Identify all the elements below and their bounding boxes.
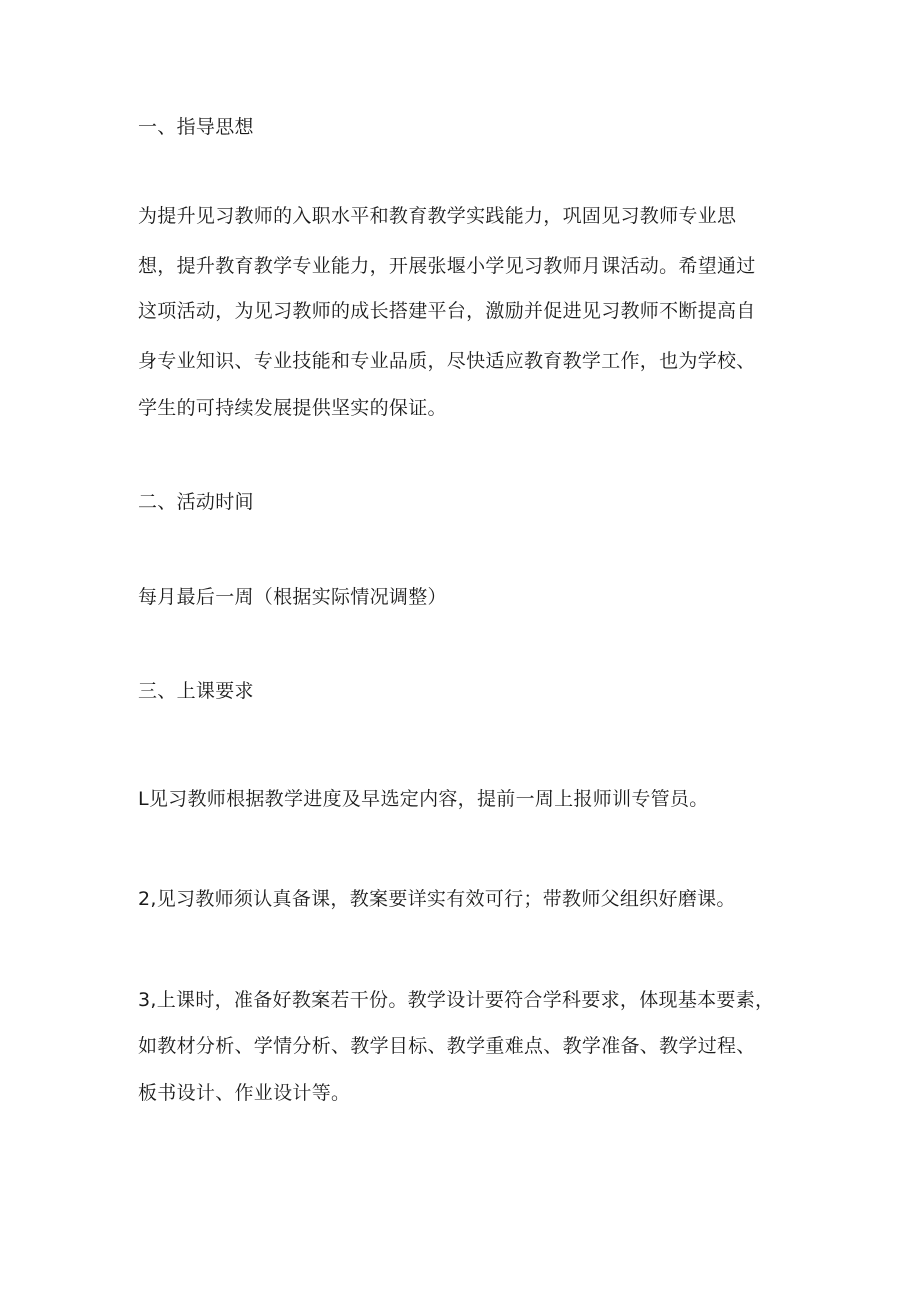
section-heading-class-requirements: 三、上课要求 [138, 680, 254, 702]
paragraph-line: 为提升见习教师的入职水平和教育教学实践能力，巩固见习教师专业思 [138, 205, 737, 227]
list-item-continuation: 如教材分析、学情分析、教学目标、教学重难点、教学准备、教学过程、 [138, 1035, 756, 1057]
paragraph-line: 身专业知识、专业技能和专业品质，尽快适应教育教学工作，也为学校、 [138, 350, 756, 372]
paragraph-line: 每月最后一周（根据实际情况调整） [138, 586, 447, 608]
list-item: 3,上课时，准备好教案若干份。教学设计要符合学科要求，体现基本要素， [138, 989, 775, 1011]
paragraph-line: 想，提升教育教学专业能力，开展张堰小学见习教师月课活动。希望通过 [138, 255, 756, 277]
paragraph-line: 学生的可持续发展提供坚实的保证。 [138, 397, 447, 419]
list-item: L见习教师根据教学进度及早选定内容，提前一周上报师训专管员。 [138, 788, 709, 810]
list-item-continuation: 板书设计、作业设计等。 [138, 1082, 351, 1104]
section-heading-guiding-thought: 一、指导思想 [138, 116, 254, 138]
list-item: 2,见习教师须认真备课，教案要详实有效可行；带教师父组织好磨课。 [138, 888, 736, 910]
paragraph-line: 这项活动，为见习教师的成长搭建平台，激励并促进见习教师不断提高自 [138, 300, 756, 322]
section-heading-activity-time: 二、活动时间 [138, 491, 254, 513]
